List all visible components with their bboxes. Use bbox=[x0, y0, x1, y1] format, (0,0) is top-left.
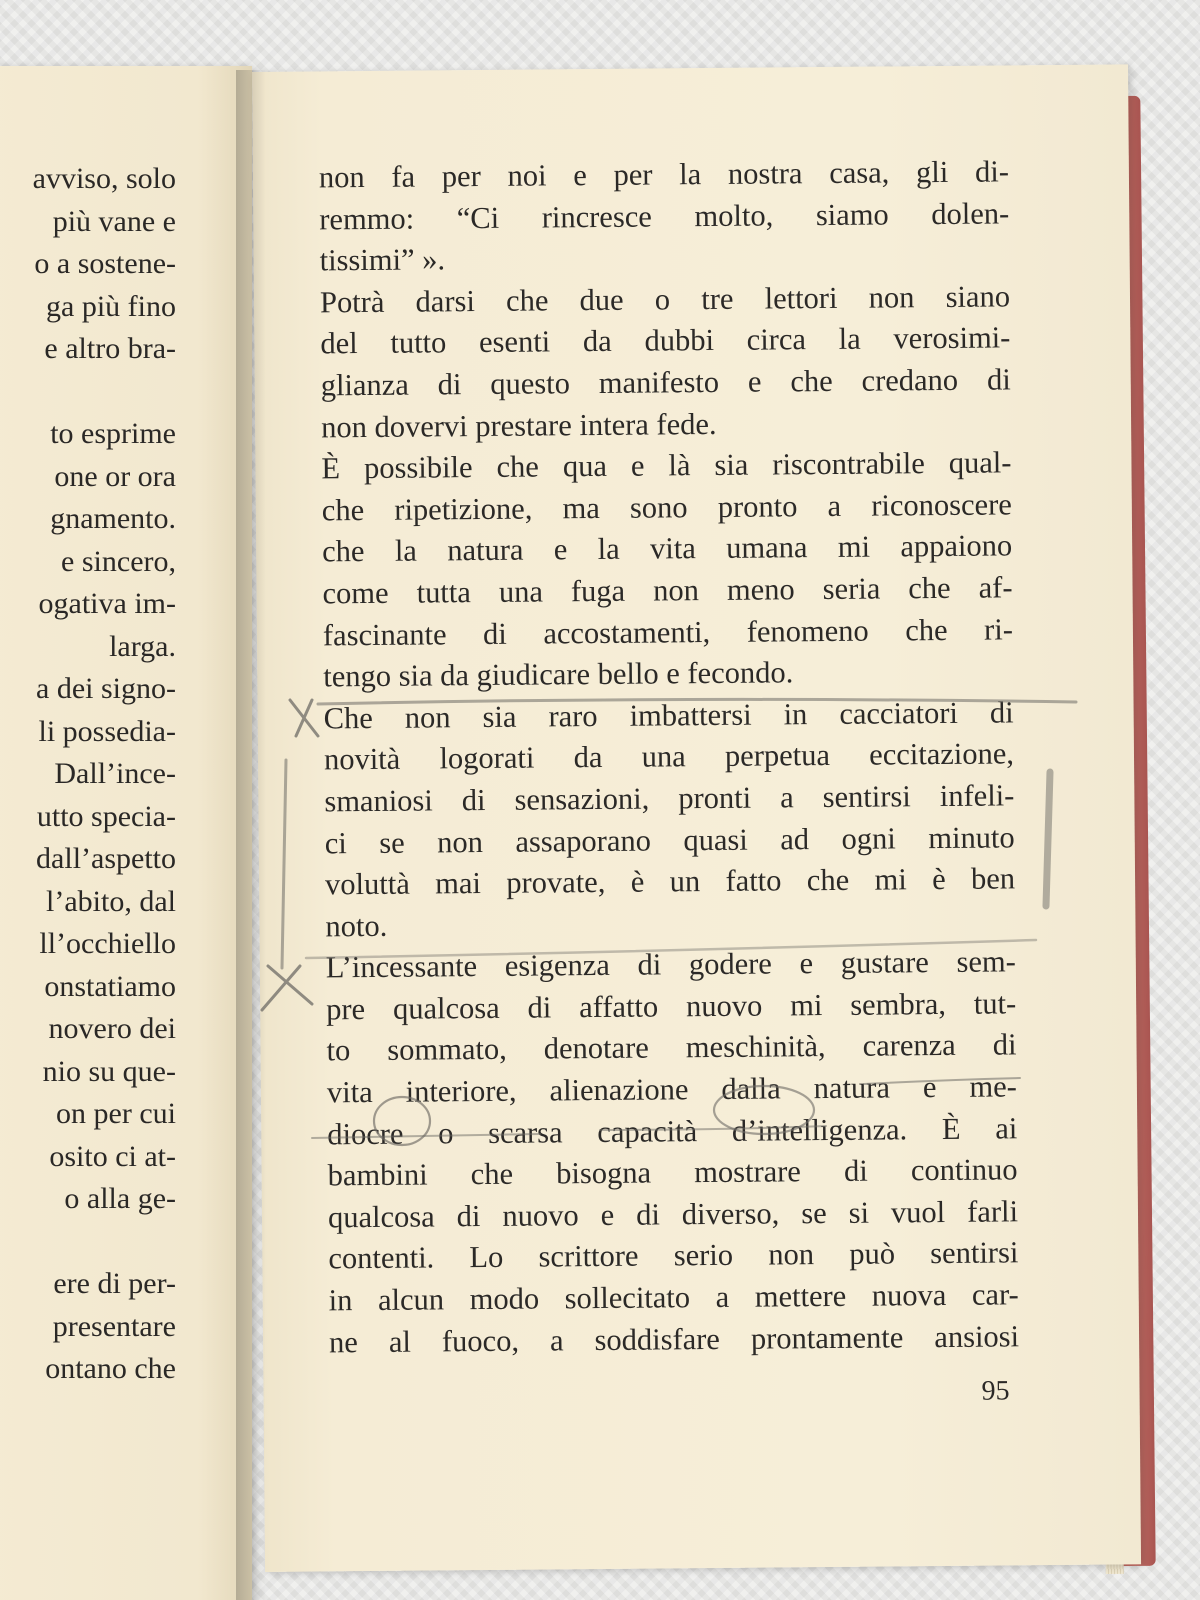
left-page-line: ogativa im- bbox=[38, 587, 176, 620]
paragraph-line: fascinante di accostamenti, fenomeno che ri- bbox=[322, 611, 1014, 652]
left-page-line: utto specia- bbox=[36, 799, 176, 833]
paragraph bbox=[319, 151, 1010, 282]
left-page-line: ontano che bbox=[45, 1352, 176, 1385]
paragraph-line: in alcun modo sollecitato a mettere nuova car- bbox=[328, 1277, 1019, 1318]
left-page-line: ga più fino bbox=[46, 289, 176, 323]
paragraph-line: voluttà mai provate, è un fatto che mi è ben bbox=[324, 861, 1016, 902]
left-page-line: nio su que- bbox=[42, 1054, 176, 1088]
left-page-line: ll’occhiello bbox=[39, 927, 176, 960]
paragraph-line: che la natura e la vita umana mi appaiono bbox=[322, 528, 1013, 569]
left-page-line: ere di per- bbox=[53, 1267, 176, 1300]
paragraph-line: del tutto esenti da dubbi circa la verosimi- bbox=[320, 320, 1011, 361]
paragraph bbox=[321, 443, 1013, 699]
left-page-line: gnamento. bbox=[50, 502, 176, 535]
paragraph bbox=[323, 692, 1015, 948]
paragraph-line: pre qualcosa di affatto nuovo mi sembra, tut- bbox=[326, 986, 1017, 1027]
left-page-line: to esprime bbox=[50, 417, 176, 450]
left-page-line: novero dei bbox=[48, 1012, 176, 1045]
left-page-line: onstatiamo bbox=[44, 969, 176, 1003]
right-page-text bbox=[319, 151, 1019, 1363]
left-page-line bbox=[0, 1221, 176, 1264]
paragraph-line: ne al fuoco, a soddisfare prontamente ansiosi bbox=[328, 1318, 1020, 1359]
left-page-line: li possedia- bbox=[38, 714, 176, 748]
right-page bbox=[252, 64, 1141, 1572]
paragraph bbox=[326, 942, 1020, 1364]
paragraph bbox=[320, 276, 1011, 448]
paragraph-line: che ripetizione, ma sono pronto a riconoscere bbox=[321, 487, 1012, 528]
left-page-line: osito ci at- bbox=[49, 1139, 176, 1173]
paragraph-line: remmo: “Ci rincresce molto, siamo dolen- bbox=[319, 195, 1010, 237]
left-page-line: a dei signo- bbox=[36, 672, 176, 705]
paragraph-line: tissimi” ». bbox=[319, 242, 446, 278]
left-page-line: e altro bra- bbox=[44, 332, 176, 365]
paragraph-line: ci se non assaporano quasi ad ogni minuto bbox=[324, 819, 1015, 860]
paragraph-line: tengo sia da giudicare bello e fecondo. bbox=[323, 655, 794, 694]
left-page-line: on per cui bbox=[56, 1097, 176, 1130]
paragraph-line: Potrà darsi che due o tre lettori non siano bbox=[319, 279, 1011, 320]
left-page-line: avviso, solo bbox=[32, 162, 176, 195]
paragraph-line: novità logorati da una perpetua eccitazione, bbox=[323, 736, 1015, 777]
left-page bbox=[0, 66, 252, 1600]
left-page-line: o a sostene- bbox=[34, 247, 176, 280]
paragraph-line: noto. bbox=[325, 908, 388, 944]
left-page-line: larga. bbox=[109, 629, 176, 663]
left-page-line: più vane e bbox=[52, 204, 176, 238]
book-gutter-shadow bbox=[236, 70, 266, 1600]
paragraph-line: come tutta una fuga non meno seria che af- bbox=[322, 570, 1013, 611]
left-page-line: one or ora bbox=[54, 459, 176, 493]
paragraph-line: qualcosa di nuovo e di diverso, se si vuol farli bbox=[327, 1194, 1019, 1235]
left-page-line bbox=[0, 371, 176, 414]
paragraph-line: smaniosi di sensazioni, pronti a sentirsi infeli- bbox=[324, 778, 1015, 819]
paragraph-line: non fa per noi e per la nostra casa, gli di- bbox=[318, 154, 1010, 195]
paragraph-line: contenti. Lo scrittore serio non può sentirsi bbox=[328, 1235, 1019, 1276]
left-page-text bbox=[0, 158, 176, 1391]
left-page-line: e sincero, bbox=[61, 544, 176, 578]
paragraph-line: Che non sia raro imbattersi in cacciatori di bbox=[323, 695, 1014, 736]
left-page-line: o alla ge- bbox=[64, 1182, 176, 1215]
paragraph-line: non dovervi prestare intera fede. bbox=[320, 406, 717, 444]
paragraph-line: L’incessante esigenza di godere e gustare sem- bbox=[325, 944, 1016, 985]
left-page-line: dall’aspetto bbox=[36, 842, 176, 875]
left-page-line: l’abito, dal bbox=[46, 884, 176, 918]
left-page-line: Dall’ince- bbox=[54, 757, 176, 790]
paragraph-line: glianza di questo manifesto e che credano di bbox=[320, 362, 1011, 403]
paragraph-line: bambini che bisogna mostrare di continuo bbox=[327, 1152, 1018, 1193]
paragraph-line: to sommato, denotare meschinità, carenza di bbox=[326, 1027, 1017, 1068]
paragraph-line: diocre o scarsa capacità d’intelligenza. È ai bbox=[327, 1111, 1018, 1152]
left-page-line: presentare bbox=[52, 1309, 176, 1343]
paragraph-line: È possibile che qua e là sia riscontrabile qual- bbox=[321, 445, 1012, 486]
paragraph-line: vita interiore, alienazione dalla natura e me- bbox=[326, 1069, 1018, 1110]
page-number: 95 bbox=[981, 1375, 1010, 1407]
